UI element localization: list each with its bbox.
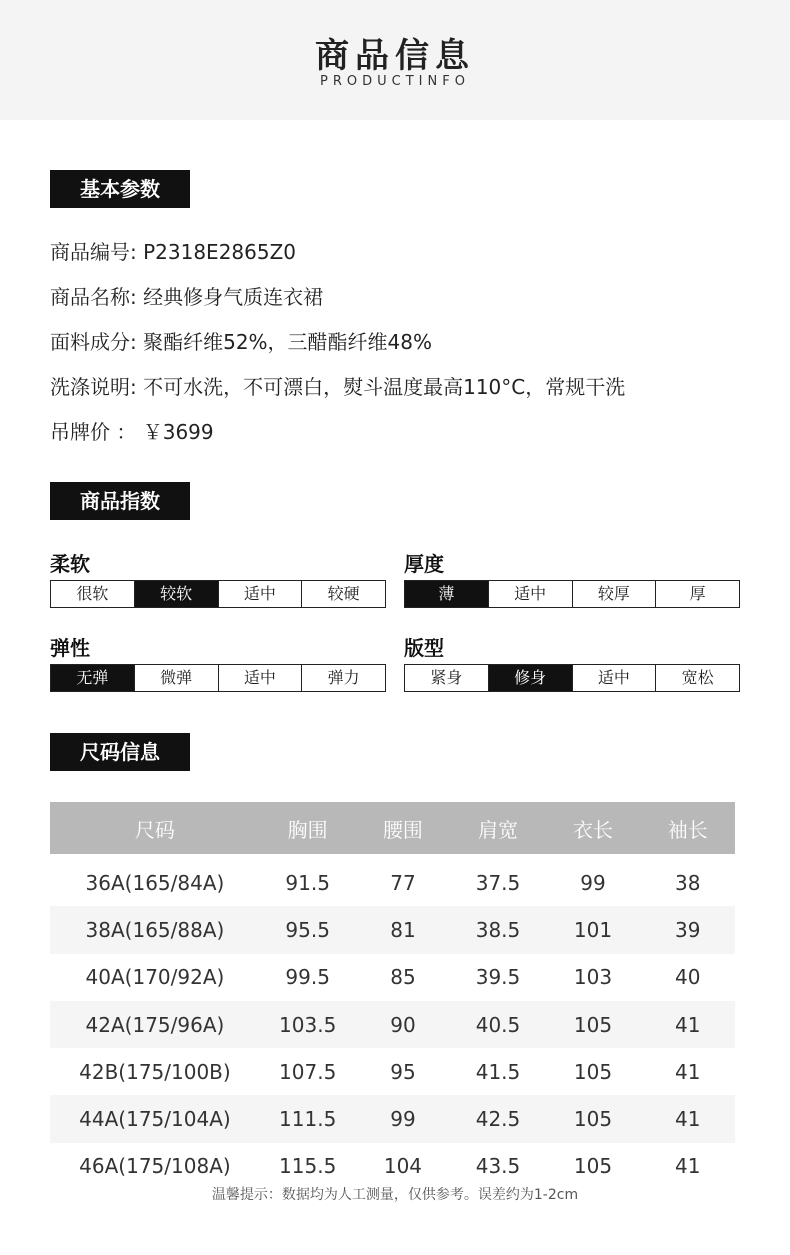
size-table-header <box>50 802 735 854</box>
table-cell: 103 <box>573 965 613 990</box>
softness-scale <box>50 580 386 608</box>
scale-option: 适中 <box>219 665 303 691</box>
page-title: 商品信息 <box>315 36 475 76</box>
elasticity-title: 弹性 <box>50 636 90 660</box>
page-header <box>0 0 790 120</box>
thickness-scale <box>404 580 740 608</box>
table-cell: 41 <box>640 1001 735 1048</box>
table-cell: 44A(175/104A) <box>50 1095 260 1142</box>
table-cell: 85 <box>390 965 416 990</box>
scale-option: 修身 <box>489 665 573 691</box>
table-cell: 105 <box>546 1095 641 1142</box>
table-cell: 77 <box>390 870 416 895</box>
table-cell: 42B(175/100B) <box>79 1059 231 1084</box>
fabric-composition: 面料成分: 聚酯纤维52%，三醋酯纤维48% <box>50 330 433 354</box>
table-cell: 111.5 <box>260 1095 356 1142</box>
scale-option: 弹力 <box>327 668 360 687</box>
table-row <box>50 1095 735 1142</box>
scale-option: 紧身 <box>405 665 489 691</box>
scale-option: 无弹 <box>51 665 135 691</box>
table-cell: 41 <box>675 1154 701 1179</box>
table-row <box>50 906 735 953</box>
column-header: 胸围 <box>260 802 356 854</box>
table-cell: 38 <box>675 870 701 895</box>
scale-option: 微弹 <box>135 665 219 691</box>
table-cell: 39 <box>640 906 735 953</box>
column-header: 肩宽 <box>450 802 545 854</box>
table-row <box>50 854 735 906</box>
table-cell: 41.5 <box>475 1059 521 1084</box>
table-cell: 103.5 <box>260 1001 356 1048</box>
table-cell: 105 <box>573 1154 613 1179</box>
softness-title: 柔软 <box>50 552 90 576</box>
table-cell: 99 <box>355 1095 450 1142</box>
table-cell: 41 <box>675 1059 701 1084</box>
thickness-title: 厚度 <box>404 552 444 576</box>
column-header: 袖长 <box>640 802 735 854</box>
scale-option: 薄 <box>405 581 489 607</box>
size-info-label: 尺码信息 <box>50 733 190 771</box>
table-cell: 40.5 <box>450 1001 545 1048</box>
table-cell: 99 <box>580 870 606 895</box>
column-header: 腰围 <box>355 802 450 854</box>
scale-option: 适中 <box>489 581 573 607</box>
scale-option: 较厚 <box>573 581 657 607</box>
basic-params-label: 基本参数 <box>50 170 190 208</box>
table-cell: 99.5 <box>285 965 330 990</box>
scale-option: 很软 <box>51 581 135 607</box>
table-cell: 39.5 <box>475 965 521 990</box>
care-instructions: 洗涤说明: 不可水洗，不可漂白，熨斗温度最高110°C，常规干洗 <box>50 375 626 399</box>
scale-option: 适中 <box>219 581 303 607</box>
table-cell: 40A(170/92A) <box>85 965 225 990</box>
scale-option: 较软 <box>135 581 219 607</box>
size-table <box>50 802 735 1190</box>
table-cell: 40 <box>675 965 701 990</box>
table-cell: 95 <box>390 1059 416 1084</box>
table-cell: 38A(165/88A) <box>50 906 260 953</box>
table-cell: 104 <box>383 1154 423 1179</box>
table-cell: 91.5 <box>285 870 330 895</box>
measurement-note: 温馨提示：数据均为人工测量，仅供参考。误差约为1-2cm <box>211 1187 579 1203</box>
table-cell: 37.5 <box>475 870 521 895</box>
product-index-label: 商品指数 <box>50 482 190 520</box>
scale-option: 厚 <box>689 584 706 603</box>
table-cell: 42A(175/96A) <box>50 1001 260 1048</box>
fit-scale <box>404 664 740 692</box>
table-cell: 43.5 <box>475 1154 521 1179</box>
column-header: 尺码 <box>50 802 260 854</box>
page-subtitle: PRODUCTINFO <box>320 74 470 89</box>
table-cell: 46A(175/108A) <box>79 1154 231 1179</box>
table-cell: 81 <box>355 906 450 953</box>
table-cell: 38.5 <box>450 906 545 953</box>
elasticity-scale <box>50 664 386 692</box>
table-row <box>50 1143 735 1190</box>
table-row <box>50 954 735 1001</box>
column-header: 衣长 <box>546 802 641 854</box>
scale-option: 宽松 <box>681 668 714 687</box>
table-row <box>50 1001 735 1048</box>
table-cell: 42.5 <box>450 1095 545 1142</box>
fit-title: 版型 <box>404 636 444 660</box>
table-cell: 95.5 <box>260 906 356 953</box>
table-cell: 107.5 <box>279 1059 337 1084</box>
table-row <box>50 1048 735 1095</box>
table-cell: 115.5 <box>279 1154 337 1179</box>
product-code: 商品编号: P2318E2865Z0 <box>50 240 297 264</box>
table-cell: 101 <box>546 906 641 953</box>
table-cell: 41 <box>640 1095 735 1142</box>
table-cell: 90 <box>355 1001 450 1048</box>
scale-option: 适中 <box>573 665 657 691</box>
table-cell: 105 <box>573 1059 613 1084</box>
table-cell: 36A(165/84A) <box>85 870 225 895</box>
table-cell: 105 <box>546 1001 641 1048</box>
product-name: 商品名称: 经典修身气质连衣裙 <box>50 285 324 309</box>
tag-price: 吊牌价 ： ￥3699 <box>50 420 214 444</box>
scale-option: 较硬 <box>327 584 360 603</box>
